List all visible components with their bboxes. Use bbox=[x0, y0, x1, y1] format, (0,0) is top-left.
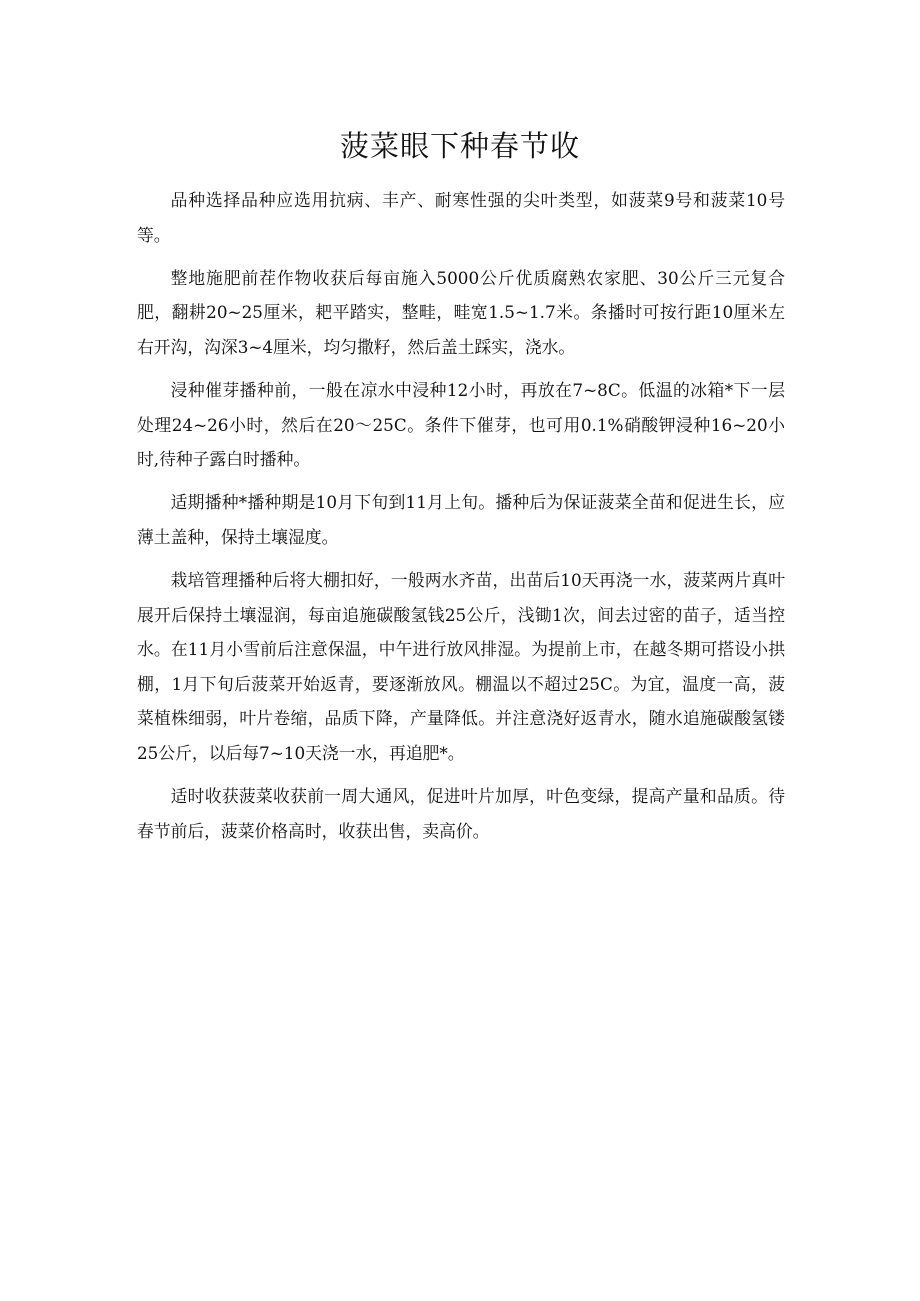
paragraph-cultivation-management: 栽培管理播种后将大棚扣好，一般两水齐苗，出苗后10天再浇一水，菠菜两片真叶展开后保持土壤湿润，每亩追施碳酸氢钱25公斤，浅锄1次，间去过密的苗子，适当控水。在11月小雪前后注意保温，中午进行放风排湿。为提前上市，在越冬期可搭设小拱棚，1月下旬后菠菜开始返青，要逐渐放风。棚温以不超过25C。为宜，温度一高，菠菜植株细弱，叶片卷缩，品质下降，产量降低。并注意浇好返青水，随水追施碳酸氢镂25公斤，以后每7~10天浇一水，再追肥*。 bbox=[137, 569, 785, 763]
document-title: 菠菜眼下种春节收 bbox=[339, 129, 580, 163]
document-body bbox=[137, 183, 785, 857]
paragraph-land-preparation: 整地施肥前茬作物收获后每亩施入5000公斤优质腐熟农家肥、30公斤三元复合肥，翻耕20~25厘米，耙平踏实，整畦，畦宽1.5~1.7米。条播时可按行距10厘米左右开沟，沟深3~4厘米，均匀撒籽，然后盖土踩实，浇水。 bbox=[137, 267, 785, 357]
paragraph-harvest: 适时收获菠菜收获前一周大通风，促进叶片加厚，叶色变绿，提高产量和品质。待春节前后，菠菜价格高时，收获出售，卖高价。 bbox=[137, 786, 785, 841]
paragraph-sowing-time: 适期播种*播种期是10月下旬到11月上旬。播种后为保证菠菜全苗和促进生长，应薄土盖种，保持土壤湿度。 bbox=[137, 492, 785, 547]
paragraph-seed-soaking: 浸种催芽播种前，一般在凉水中浸种12小时，再放在7~8C。低温的冰箱*下一层处理24~26小时，然后在20～25C。条件下催芽，也可用0.1%硝酸钾浸种16~20小时,待种子露白时播种。 bbox=[137, 379, 785, 470]
paragraph-variety-selection: 品种选择品种应选用抗病、丰产、耐寒性强的尖叶类型，如菠菜9号和菠菜10号等。 bbox=[137, 190, 785, 245]
